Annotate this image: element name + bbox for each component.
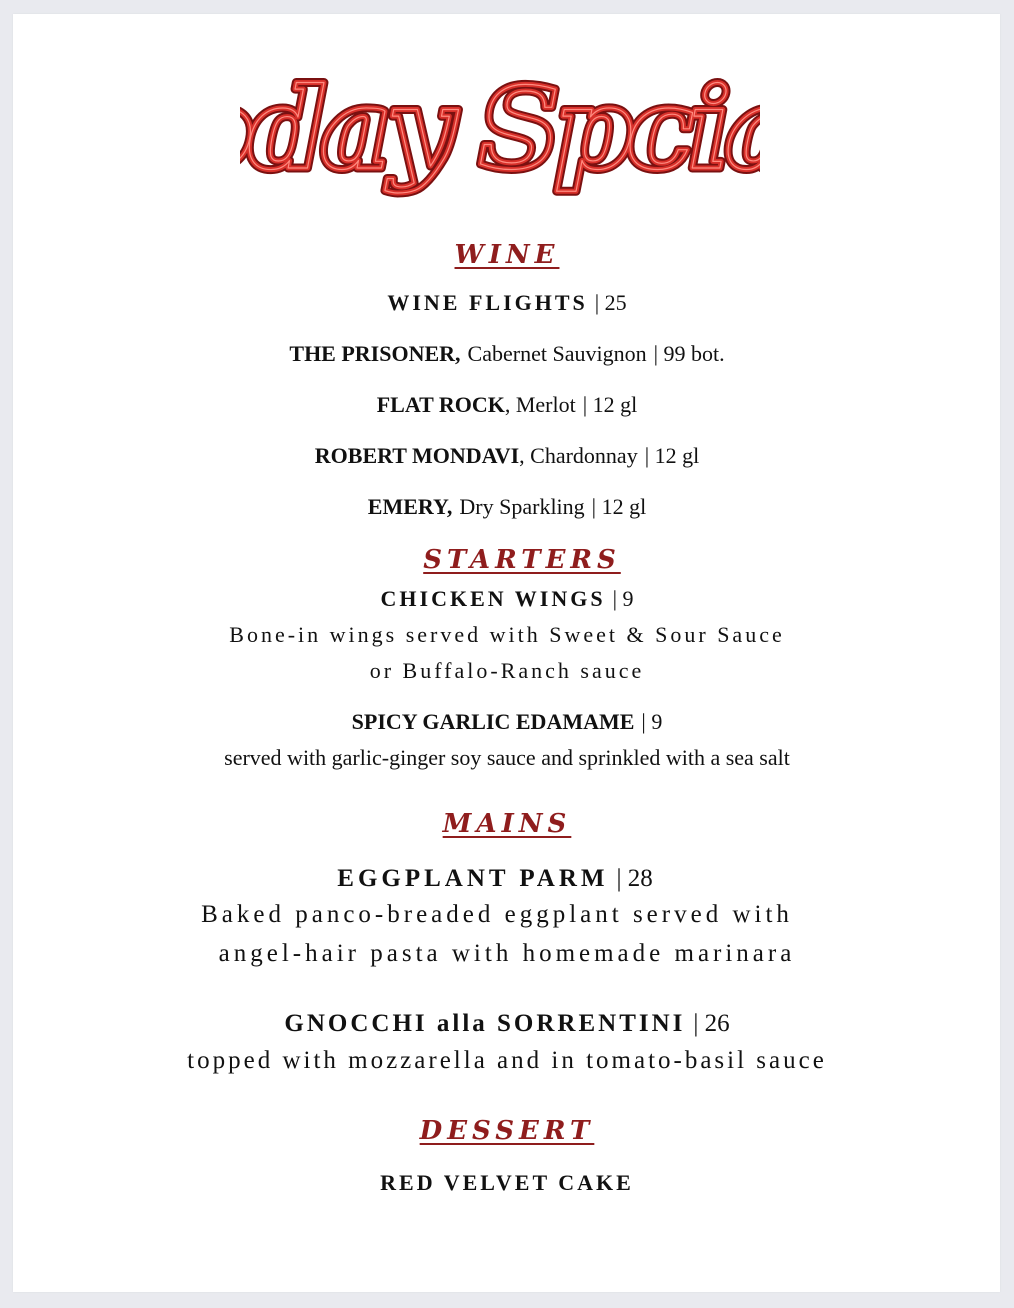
- item-name: CHICKEN WINGS: [380, 586, 606, 611]
- item-name: THE PRISONER,: [289, 341, 461, 366]
- section-heading-wine: WINE: [454, 240, 560, 270]
- item-name: FLAT ROCK: [376, 392, 505, 417]
- title-fill-text: day Spci: [248, 64, 725, 195]
- item-name: EMERY,: [367, 494, 453, 519]
- section-heading-mains: MAINS: [442, 809, 572, 839]
- menu-item-robert-mondavi: [0, 443, 1014, 469]
- menu-item-wine-flights: [0, 290, 1014, 316]
- section-heading-starters: STARTERS: [423, 545, 621, 575]
- item-price: | 28: [616, 865, 653, 892]
- item-name: RED VELVET CAKE: [380, 1170, 634, 1195]
- title-highlight-text: day Spci: [248, 64, 725, 195]
- item-price: | 9: [612, 586, 634, 611]
- item-detail: Dry Sparkling: [459, 494, 585, 519]
- item-name: ROBERT MONDAVI: [314, 443, 520, 468]
- item-description: topped with mozzarella and in tomato-basil sauce: [187, 1047, 827, 1074]
- menu-item-chicken-wings: [0, 586, 1014, 612]
- item-price: | 25: [594, 290, 627, 315]
- item-price: | 99 bot.: [653, 341, 725, 366]
- item-description: served with garlic-ginger soy sauce and sprinkled with a sea salt: [224, 745, 790, 770]
- item-name: WINE FLIGHTS: [387, 290, 588, 315]
- menu-item-spicy-garlic-edamame: [0, 709, 1014, 735]
- item-price: | 12 gl: [582, 392, 638, 417]
- menu-title: [240, 30, 760, 220]
- item-name: SPICY GARLIC EDAMAME: [351, 709, 635, 734]
- menu-item-gnocchi-alla-sorrentini: [0, 1008, 1014, 1038]
- item-price: | 12 gl: [644, 443, 700, 468]
- menu-item-red-velvet-cake: [0, 1170, 1014, 1196]
- menu-item-the-prisoner: [0, 341, 1014, 367]
- item-description: angel-hair pasta with homemade marinara: [218, 940, 796, 967]
- menu-item-eggplant-parm: [0, 863, 1014, 893]
- item-description: Baked panco-breaded eggplant served with: [201, 901, 793, 928]
- item-price: | 12 gl: [591, 494, 647, 519]
- item-name: GNOCCHI alla SORRENTINI: [284, 1010, 686, 1037]
- section-heading-dessert: DESSERT: [419, 1116, 595, 1146]
- item-detail: , Chardonnay: [519, 443, 638, 468]
- title-outline-text: day Spci: [248, 64, 725, 195]
- item-price: | 9: [641, 709, 663, 734]
- item-name: EGGPLANT PARM: [337, 865, 609, 892]
- item-description: or Buffalo-Ranch sauce: [369, 658, 645, 683]
- item-price: | 26: [693, 1010, 730, 1037]
- item-detail: , Merlot: [504, 392, 576, 417]
- title-script-text: [240, 30, 760, 220]
- menu-item-flat-rock: [0, 392, 1014, 418]
- menu-item-emery: [0, 494, 1014, 520]
- item-description: Bone-in wings served with Sweet & Sour Sauce: [229, 622, 785, 647]
- item-detail: Cabernet Sauvignon: [467, 341, 647, 366]
